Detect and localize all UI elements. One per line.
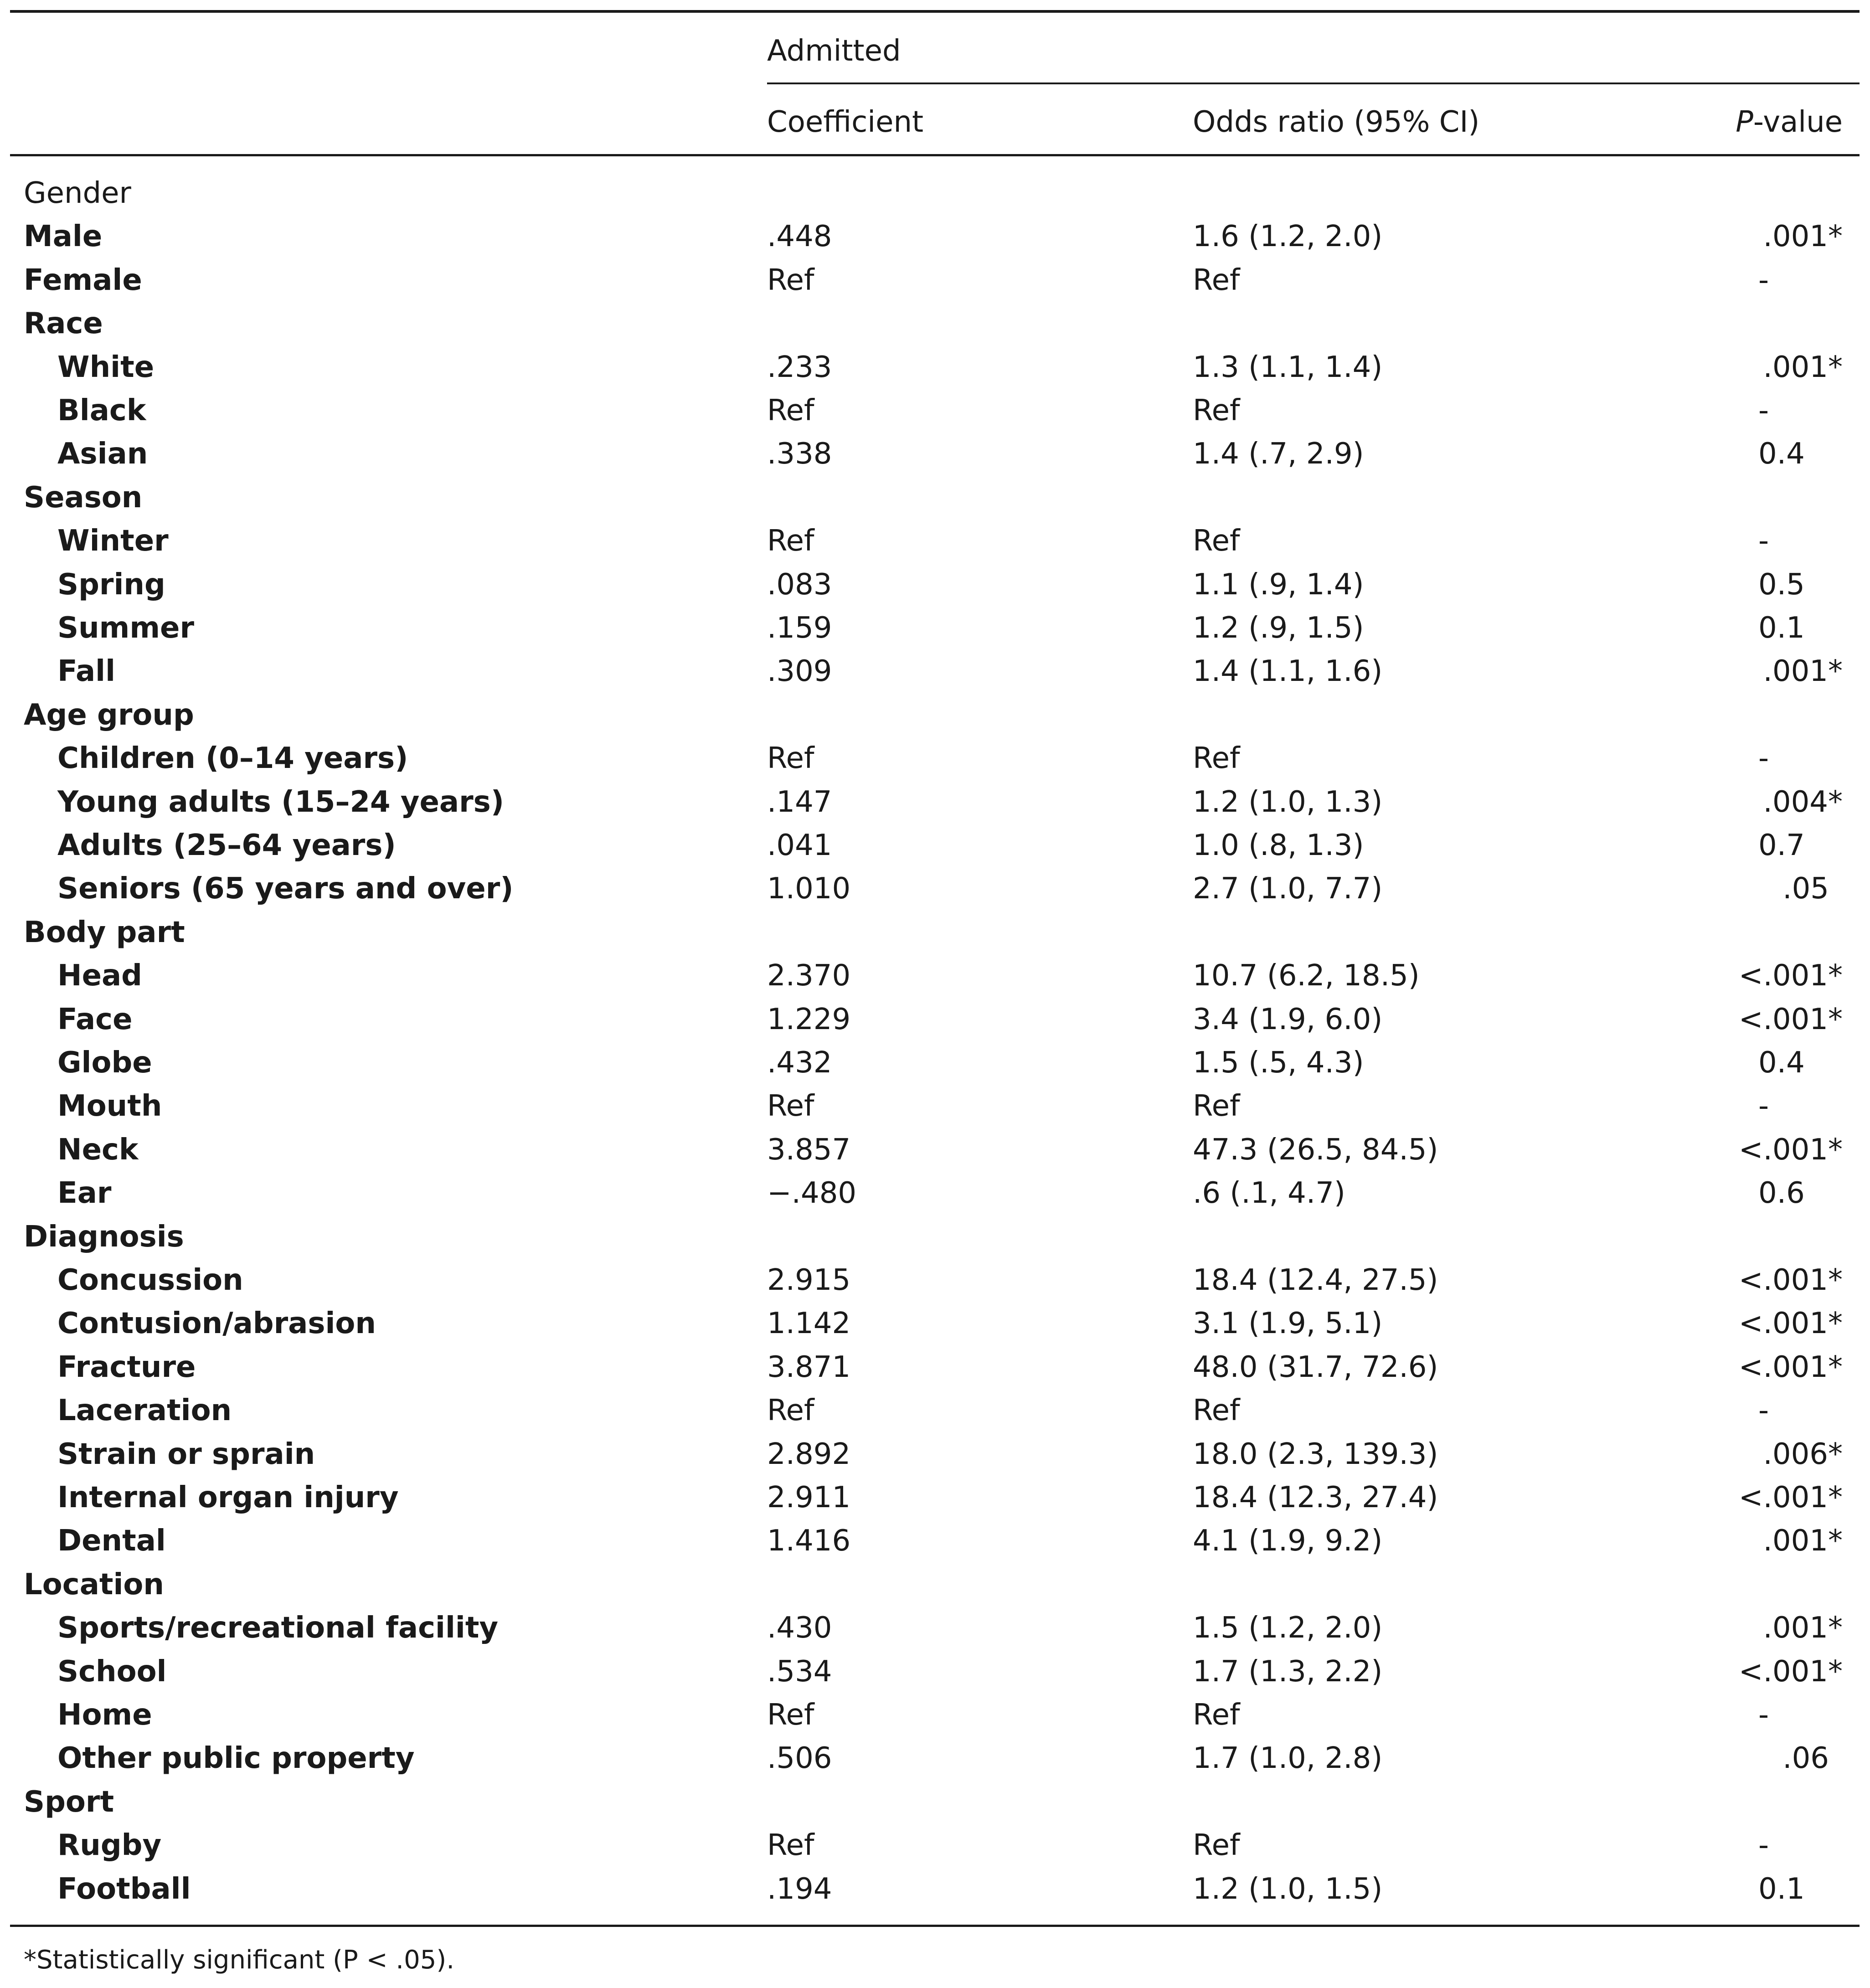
coefficient-cell: 3.857	[767, 1133, 851, 1167]
coefficient-cell: 2.915	[767, 1263, 851, 1297]
coefficient-cell: .432	[767, 1046, 832, 1080]
pvalue-cell: .05	[1782, 872, 1829, 906]
coefficient-cell: 2.911	[767, 1481, 851, 1514]
odds-ratio-cell: Ref	[1193, 1089, 1240, 1123]
coefficient-cell: Ref	[767, 1089, 814, 1123]
odds-ratio-cell: 3.4 (1.9, 6.0)	[1193, 1003, 1383, 1036]
row-label: Asian	[57, 437, 148, 471]
odds-ratio-cell: 1.2 (1.0, 1.5)	[1193, 1872, 1383, 1906]
row-label: Winter	[57, 524, 169, 558]
row-label: Sports/recreational facility	[57, 1611, 499, 1645]
pvalue-cell: -	[1758, 742, 1769, 775]
row-label: Diagnosis	[24, 1220, 184, 1254]
pvalue-cell: 0.6	[1758, 1176, 1805, 1210]
pvalue-header-rest: -value	[1753, 105, 1843, 139]
coefficient-cell: .309	[767, 654, 832, 688]
coefficient-cell: .194	[767, 1872, 832, 1906]
row-label: Home	[57, 1698, 152, 1732]
pvalue-cell: .001*	[1763, 220, 1843, 253]
odds-ratio-cell: 48.0 (31.7, 72.6)	[1193, 1350, 1438, 1384]
row-label: Seniors (65 years and over)	[57, 872, 514, 906]
row-label: White	[57, 350, 155, 384]
pvalue-cell: <.001*	[1738, 1655, 1843, 1689]
pvalue-column-header	[1736, 105, 1843, 139]
row-label: Head	[57, 959, 142, 993]
row-label: Laceration	[57, 1394, 232, 1427]
odds-ratio-cell: 18.4 (12.4, 27.5)	[1193, 1263, 1438, 1297]
odds-ratio-cell: Ref	[1193, 1394, 1240, 1427]
coefficient-cell: .147	[767, 785, 832, 819]
row-label: Other public property	[57, 1741, 415, 1775]
odds-ratio-cell: 2.7 (1.0, 7.7)	[1193, 872, 1383, 906]
pvalue-header-italic: P	[1736, 105, 1753, 139]
pvalue-cell: -	[1758, 1828, 1769, 1862]
odds-ratio-cell: 3.1 (1.9, 5.1)	[1193, 1307, 1383, 1340]
pvalue-cell: -	[1758, 263, 1769, 297]
table-header-rule	[10, 154, 1860, 156]
pvalue-cell: <.001*	[1738, 959, 1843, 993]
row-label: Strain or sprain	[57, 1437, 315, 1471]
coefficient-cell: .159	[767, 611, 832, 645]
row-label: Location	[24, 1568, 164, 1602]
pvalue-cell: <.001*	[1738, 1350, 1843, 1384]
row-label: Season	[24, 481, 143, 515]
pvalue-cell: -	[1758, 394, 1769, 427]
odds-ratio-cell: Ref	[1193, 742, 1240, 775]
table-top-rule	[10, 10, 1860, 13]
row-label: Age group	[24, 698, 194, 732]
coefficient-cell: Ref	[767, 742, 814, 775]
odds-ratio-cell: 18.0 (2.3, 139.3)	[1193, 1437, 1438, 1471]
coefficient-cell: Ref	[767, 263, 814, 297]
coefficient-cell: 1.010	[767, 872, 851, 906]
odds-ratio-cell: .6 (.1, 4.7)	[1193, 1176, 1345, 1210]
pvalue-cell: <.001*	[1738, 1263, 1843, 1297]
row-label: Adults (25–64 years)	[57, 829, 396, 862]
coefficient-cell: Ref	[767, 1394, 814, 1427]
pvalue-cell: 0.5	[1758, 568, 1805, 602]
pvalue-cell: 0.4	[1758, 437, 1805, 471]
odds-ratio-cell: 1.0 (.8, 1.3)	[1193, 829, 1364, 862]
odds-ratio-cell: 1.5 (.5, 4.3)	[1193, 1046, 1364, 1080]
coefficient-cell: 3.871	[767, 1350, 851, 1384]
coefficient-cell: 2.370	[767, 959, 851, 993]
coefficient-cell: .534	[767, 1655, 832, 1689]
row-label: School	[57, 1655, 167, 1689]
row-label: Race	[24, 307, 103, 340]
pvalue-cell: -	[1758, 524, 1769, 558]
row-label: Sport	[24, 1785, 114, 1819]
pvalue-cell: .001*	[1763, 1611, 1843, 1645]
coefficient-cell: Ref	[767, 1828, 814, 1862]
row-label: Fracture	[57, 1350, 196, 1384]
row-label: Female	[24, 263, 142, 297]
odds-ratio-cell: 47.3 (26.5, 84.5)	[1193, 1133, 1438, 1167]
pvalue-cell: 0.1	[1758, 1872, 1805, 1906]
coefficient-cell: Ref	[767, 1698, 814, 1732]
odds-ratio-cell: 1.2 (1.0, 1.3)	[1193, 785, 1383, 819]
row-label: Mouth	[57, 1089, 162, 1123]
pvalue-cell: .001*	[1763, 654, 1843, 688]
row-label: Young adults (15–24 years)	[57, 785, 504, 819]
row-label: Face	[57, 1003, 133, 1036]
pvalue-cell: .001*	[1763, 1524, 1843, 1558]
odds-ratio-cell: Ref	[1193, 1698, 1240, 1732]
row-label: Summer	[57, 611, 194, 645]
row-label: Body part	[24, 916, 185, 949]
odds-ratio-cell: 1.5 (1.2, 2.0)	[1193, 1611, 1383, 1645]
row-label: Male	[24, 220, 103, 253]
odds-ratio-cell: 1.6 (1.2, 2.0)	[1193, 220, 1383, 253]
coefficient-cell: .448	[767, 220, 832, 253]
row-label: Dental	[57, 1524, 166, 1558]
coefficient-cell: 2.892	[767, 1437, 851, 1471]
row-label: Rugby	[57, 1828, 162, 1862]
odds-ratio-cell: Ref	[1193, 394, 1240, 427]
pvalue-cell: <.001*	[1738, 1133, 1843, 1167]
coefficient-cell: .338	[767, 437, 832, 471]
admitted-group-rule	[767, 82, 1860, 84]
table-footnote: *Statistically significant (P < .05).	[24, 1945, 454, 1975]
pvalue-cell: <.001*	[1738, 1307, 1843, 1340]
row-label: Black	[57, 394, 146, 427]
pvalue-cell: 0.1	[1758, 611, 1805, 645]
coefficient-cell: .083	[767, 568, 832, 602]
odds-ratio-cell: Ref	[1193, 524, 1240, 558]
coefficient-cell: Ref	[767, 394, 814, 427]
row-label: Gender	[24, 176, 131, 210]
row-label: Football	[57, 1872, 191, 1906]
table-bottom-rule	[10, 1925, 1860, 1927]
row-label: Internal organ injury	[57, 1481, 399, 1514]
odds-ratio-cell: 4.1 (1.9, 9.2)	[1193, 1524, 1383, 1558]
odds-ratio-column-header: Odds ratio (95% CI)	[1193, 105, 1480, 139]
odds-ratio-cell: 10.7 (6.2, 18.5)	[1193, 959, 1420, 993]
row-label: Spring	[57, 568, 165, 602]
odds-ratio-cell: 1.2 (.9, 1.5)	[1193, 611, 1364, 645]
coefficient-cell: .430	[767, 1611, 832, 1645]
row-label: Fall	[57, 654, 116, 688]
pvalue-cell: -	[1758, 1698, 1769, 1732]
admitted-group-header: Admitted	[767, 34, 901, 68]
row-label: Contusion/abrasion	[57, 1307, 376, 1340]
odds-ratio-cell: 1.1 (.9, 1.4)	[1193, 568, 1364, 602]
pvalue-cell: 0.7	[1758, 829, 1805, 862]
coefficient-cell: 1.416	[767, 1524, 851, 1558]
odds-ratio-cell: 1.4 (.7, 2.9)	[1193, 437, 1364, 471]
pvalue-cell: .06	[1782, 1741, 1829, 1775]
coefficient-cell: 1.142	[767, 1307, 851, 1340]
odds-ratio-cell: 1.3 (1.1, 1.4)	[1193, 350, 1383, 384]
pvalue-cell: .001*	[1763, 350, 1843, 384]
pvalue-cell: -	[1758, 1089, 1769, 1123]
row-label: Children (0–14 years)	[57, 742, 408, 775]
row-label: Ear	[57, 1176, 112, 1210]
odds-ratio-cell: 1.7 (1.0, 2.8)	[1193, 1741, 1383, 1775]
coefficient-cell: Ref	[767, 524, 814, 558]
pvalue-cell: 0.4	[1758, 1046, 1805, 1080]
row-label: Concussion	[57, 1263, 243, 1297]
odds-ratio-cell: 18.4 (12.3, 27.4)	[1193, 1481, 1438, 1514]
odds-ratio-cell: Ref	[1193, 1828, 1240, 1862]
coefficient-cell: .506	[767, 1741, 832, 1775]
coefficient-cell: −.480	[767, 1176, 857, 1210]
row-label: Globe	[57, 1046, 152, 1080]
pvalue-cell: <.001*	[1738, 1003, 1843, 1036]
coefficient-cell: .233	[767, 350, 832, 384]
odds-ratio-cell: 1.7 (1.3, 2.2)	[1193, 1655, 1383, 1689]
pvalue-cell: .004*	[1763, 785, 1843, 819]
pvalue-cell: <.001*	[1738, 1481, 1843, 1514]
coefficient-cell: 1.229	[767, 1003, 851, 1036]
row-label: Neck	[57, 1133, 139, 1167]
pvalue-cell: .006*	[1763, 1437, 1843, 1471]
odds-ratio-cell: 1.4 (1.1, 1.6)	[1193, 654, 1383, 688]
odds-ratio-cell: Ref	[1193, 263, 1240, 297]
coefficient-column-header: Coefficient	[767, 105, 924, 139]
pvalue-cell: -	[1758, 1394, 1769, 1427]
coefficient-cell: .041	[767, 829, 832, 862]
